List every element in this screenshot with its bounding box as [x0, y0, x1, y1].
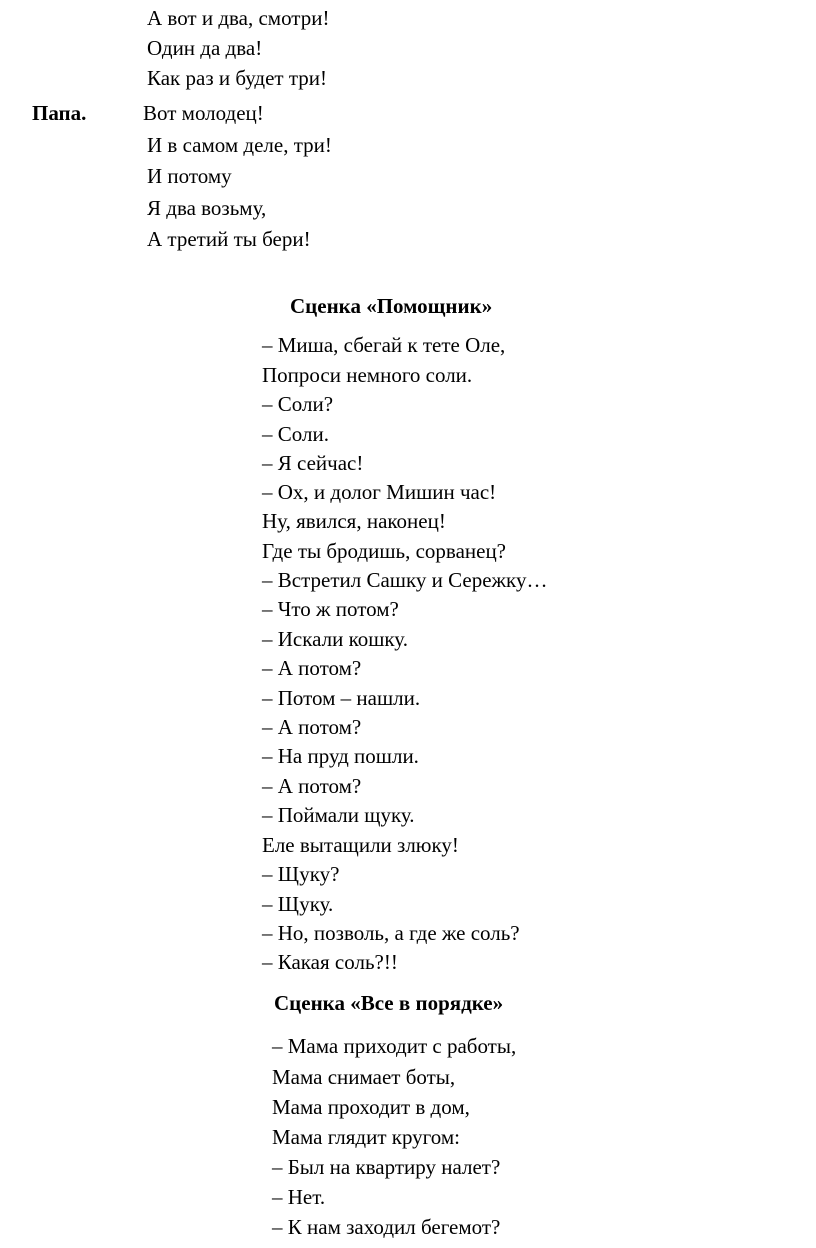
poem-line: – Поймали щуку.: [262, 803, 415, 827]
poem-line: – Потом – нашли.: [262, 686, 421, 710]
poem-line: Ну, явился, наконец!: [262, 509, 446, 533]
poem-line: А третий ты бери!: [147, 227, 311, 251]
poem-line: А вот и два, смотри!: [147, 6, 330, 30]
poem-line: – А потом?: [262, 774, 362, 798]
poem-line: – Но, позволь, а где же соль?: [262, 921, 520, 945]
poem-line: – Ох, и долог Мишин час!: [262, 480, 497, 504]
poem-line: – Щуку.: [262, 892, 334, 916]
poem-line: – Соли.: [262, 422, 329, 446]
poem-line: Я два возьму,: [147, 196, 267, 220]
scene-title: Сценка «Все в порядке»: [274, 991, 504, 1015]
poem-line: Мама проходит в дом,: [272, 1095, 470, 1119]
poem-line: И потому: [147, 164, 232, 188]
poem-line: – Соли?: [262, 392, 334, 416]
poem-line: – Какая соль?!!: [262, 950, 398, 974]
poem-line: – Мама приходит с работы,: [272, 1034, 517, 1058]
poem-line: – Искали кошку.: [262, 627, 408, 651]
poem-line: – На пруд пошли.: [262, 744, 419, 768]
poem-line: – Миша, сбегай к тете Оле,: [262, 333, 506, 357]
poem-line: – Что ж потом?: [262, 597, 399, 621]
speaker-label: Папа.: [32, 101, 87, 125]
poem-line: – Нет.: [272, 1185, 326, 1209]
poem-line: – А потом?: [262, 715, 362, 739]
poem-line: Еле вытащили злюку!: [262, 833, 459, 857]
poem-line: Один да два!: [147, 36, 263, 60]
poem-line: – Щуку?: [262, 862, 340, 886]
poem-line: Мама снимает боты,: [272, 1065, 456, 1089]
poem-line: Как раз и будет три!: [147, 66, 328, 90]
scene-title: Сценка «Помощник»: [290, 294, 493, 318]
poem-line: – А потом?: [262, 656, 362, 680]
poem-line: И в самом деле, три!: [147, 133, 332, 157]
poem-line: Попроси немного соли.: [262, 363, 473, 387]
poem-line: – К нам заходил бегемот?: [272, 1215, 501, 1239]
poem-line: Вот молодец!: [143, 101, 264, 125]
poem-line: – Я сейчас!: [262, 451, 364, 475]
poem-line: Мама глядит кругом:: [272, 1125, 460, 1149]
poem-line: Где ты бродишь, сорванец?: [262, 539, 507, 563]
poem-line: – Был на квартиру налет?: [272, 1155, 501, 1179]
poem-line: – Встретил Сашку и Сережку…: [262, 568, 548, 592]
